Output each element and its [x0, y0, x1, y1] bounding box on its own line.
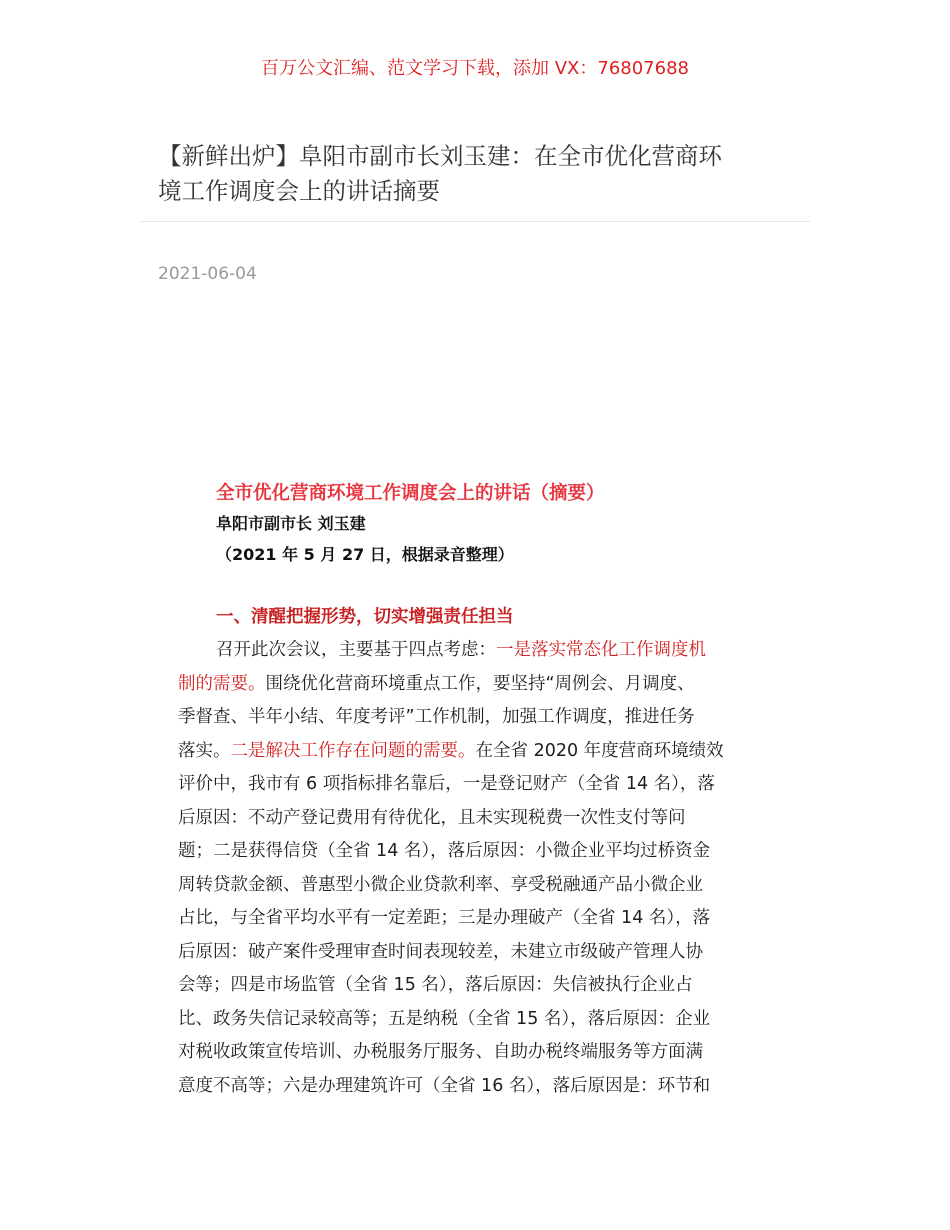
paragraph-line: 会等；四是市场监管（全省 15 名），落后原因：失信被执行企业占: [178, 975, 693, 995]
paragraph-line: 比、政务失信记录较高等；五是纳税（全省 15 名），落后原因：企业: [178, 1008, 711, 1029]
paragraph-line: 评价中，我市有 6 项指标排名靠后，一是登记财产（全省 14 名），落: [178, 774, 715, 794]
promo-banner: 百万公文汇编、范文学习下载，添加 VX：76807688: [261, 58, 689, 79]
article-title-line: 【新鲜出炉】阜阳市副市长刘玉建：在全市优化营商环: [158, 142, 722, 170]
paragraph-line: [178, 668, 778, 702]
text-run: 召开此次会议，主要基于四点考虑：: [216, 640, 496, 660]
body-paragraph: [178, 634, 778, 1103]
paragraph-line: 季督查、半年小结、年度考评”工作机制，加强工作调度，推进任务: [178, 707, 695, 727]
highlight-text: 二是解决工作存在问题的需要。: [230, 740, 476, 761]
paragraph-line: 周转贷款金额、普惠型小微企业贷款利率、享受税融通产品小微企业: [178, 874, 703, 895]
paragraph-line: [178, 735, 778, 769]
article-title: [158, 139, 798, 209]
highlight-text: 制的需要。: [178, 673, 266, 694]
speech-date-note: （2021 年 5 月 27 日，根据录音整理）: [216, 545, 514, 564]
article-title-line: 境工作调度会上的讲话摘要: [158, 177, 440, 205]
publish-date: 2021-06-04: [158, 264, 257, 284]
speech-speaker: 阜阳市副市长 刘玉建: [216, 514, 366, 533]
paragraph-line: 意度不高等；六是办理建筑许可（全省 16 名），落后原因是：环节和: [178, 1075, 711, 1096]
text-run: 落实。: [178, 740, 231, 761]
paragraph-line: 题；二是获得信贷（全省 14 名），落后原因：小微企业平均过桥资金: [178, 841, 711, 861]
paragraph-line: [178, 634, 778, 668]
text-run: 围绕优化营商环境重点工作，要坚持“周例会、月调度、: [265, 673, 695, 694]
paragraph-line: 对税收政策宣传培训、办税服务厅服务、自助办税终端服务等方面满: [178, 1042, 703, 1062]
section-heading: 一、清醒把握形势，切实增强责任担当: [216, 607, 514, 627]
highlight-text: 一是落实常态化工作调度机: [496, 640, 706, 660]
speech-title: 全市优化营商环境工作调度会上的讲话（摘要）: [216, 483, 605, 504]
paragraph-line: 占比，与全省平均水平有一定差距；三是办理破产（全省 14 名），落: [178, 908, 711, 928]
title-divider: [140, 221, 810, 222]
text-run: 在全省 2020 年度营商环境绩效: [475, 740, 724, 761]
paragraph-line: 后原因：破产案件受理审查时间表现较差，未建立市级破产管理人协: [178, 941, 703, 962]
paragraph-line: 后原因：不动产登记费用有待优化，且未实现税费一次性支付等问: [178, 807, 686, 828]
